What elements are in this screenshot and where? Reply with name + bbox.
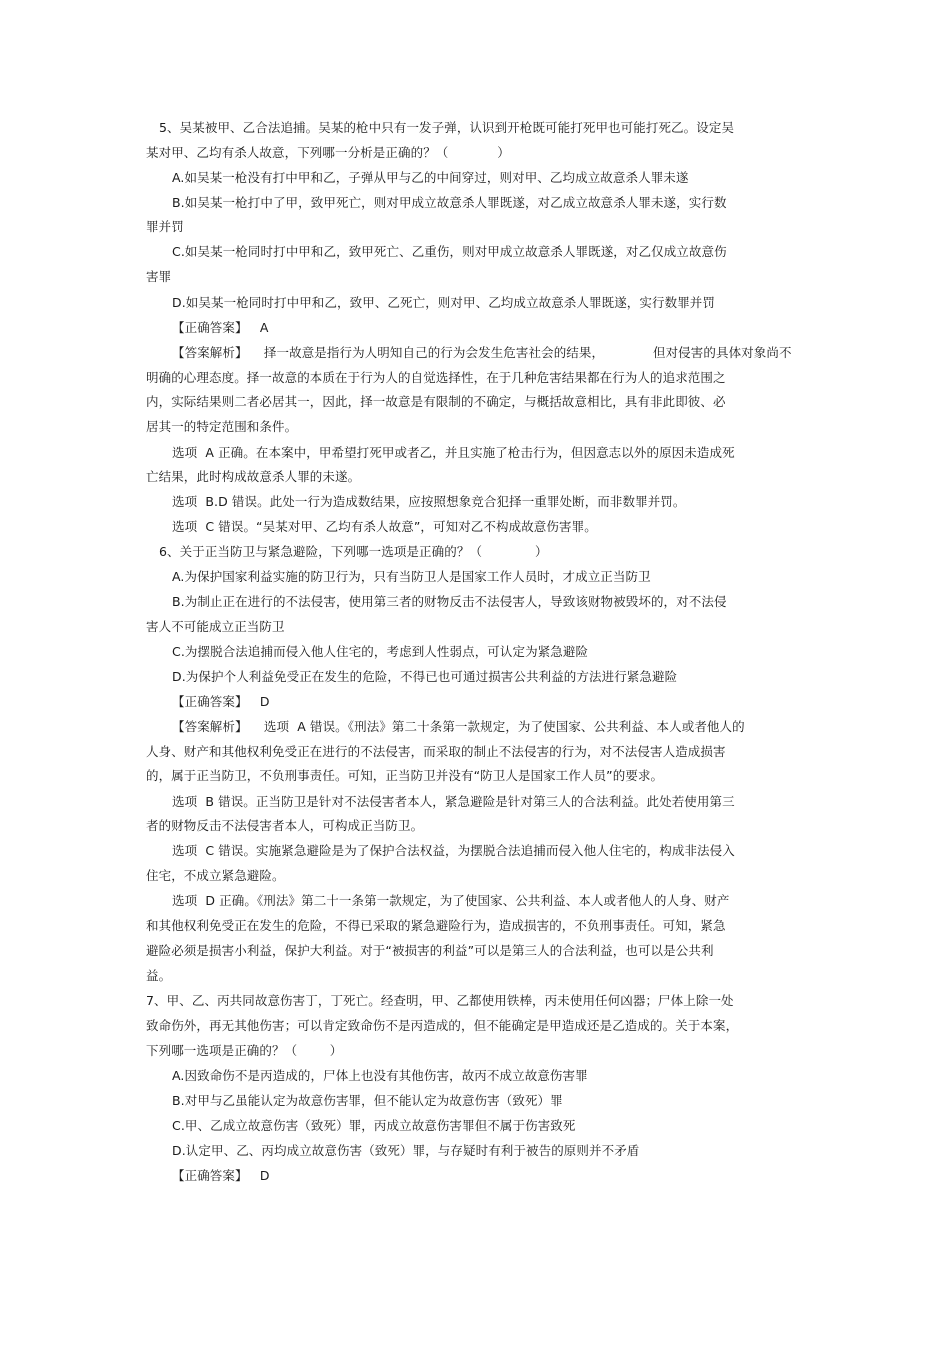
q5-option-c-line-2: 害罪	[146, 269, 172, 284]
q6-explanation-line-2: 人身、财产和其他权利免受正在进行的不法侵害，而采取的制止不法侵害的行为，对不法侵害人造成损害	[146, 744, 726, 759]
q5-option-a: A.如吴某一枪没有打中甲和乙，子弹从甲与乙的中间穿过，则对甲、乙均成立故意杀人罪未遂	[172, 170, 689, 185]
q5-option-b-line-2: 罪并罚	[146, 219, 184, 234]
q6-correct-answer: 【正确答案】 D	[172, 694, 270, 709]
q6-explanation-line-3: 的，属于正当防卫，不负刑事责任。可知，正当防卫并没有“防卫人是国家工作人员”的要求。	[146, 768, 664, 783]
q6-explanation-line-11: 益。	[146, 968, 172, 983]
q7-stem-line-2: 致命伤外，再无其他伤害；可以肯定致命伤不是丙造成的，但不能确定是甲造成还是乙造成的。关于本案，	[146, 1018, 739, 1033]
q6-option-b-line-2: 害人不可能成立正当防卫	[146, 619, 285, 634]
q7-correct-answer: 【正确答案】 D	[172, 1168, 270, 1183]
q7-option-c: C.甲、乙成立故意伤害（致死）罪，丙成立故意伤害罪但不属于伤害致死	[172, 1118, 576, 1133]
q5-explanation-line-2: 明确的心理态度。择一故意的本质在于行为人的自觉选择性，在于几种危害结果都在行为人的追求范围之	[146, 370, 726, 385]
q6-option-b-line-1: B.为制止正在进行的不法侵害，使用第三者的财物反击不法侵害人，导致该财物被毁坏的，对不法侵	[172, 594, 727, 609]
q5-option-c-line-1: C.如吴某一枪同时打中甲和乙，致甲死亡、乙重伤，则对甲成立故意杀人罪既遂，对乙仅成立故意伤	[172, 244, 727, 259]
q5-explanation-line-4: 居其一的特定范围和条件。	[146, 419, 298, 434]
q6-option-c: C.为摆脱合法追捕而侵入他人住宅的，考虑到人性弱点，可认定为紧急避险	[172, 644, 589, 659]
q6-stem: 6、关于正当防卫与紧急避险，下列哪一选项是正确的？（ ）	[159, 544, 548, 559]
q5-explanation-line-6: 亡结果，此时构成故意杀人罪的未遂。	[146, 469, 361, 484]
q5-explanation-line-3: 内，实际结果则二者必居其一，因此，择一故意是有限制的不确定，与概括故意相比，具有非此即彼、必	[146, 394, 726, 409]
q5-explanation-line-7: 选项 B.D 错误。此处一行为造成数结果，应按照想象竞合犯择一重罪处断，而非数罪并罚。	[172, 494, 686, 509]
q7-stem-line-1: 7、甲、乙、丙共同故意伤害丁，丁死亡。经查明，甲、乙都使用铁棒，丙未使用任何凶器；尸体上除一处	[146, 993, 734, 1008]
q6-option-a: A.为保护国家利益实施的防卫行为，只有当防卫人是国家工作人员时，才成立正当防卫	[172, 569, 651, 584]
q6-explanation-line-4: 选项 B 错误。正当防卫是针对不法侵害者本人，紧急避险是针对第三人的合法利益。此处若使用第三	[172, 794, 735, 809]
q5-explanation-line-1: 【答案解析】 择一故意是指行为人明知自己的行为会发生危害社会的结果， 但对侵害的具体对象尚不	[172, 345, 792, 360]
q6-explanation-line-6: 选项 C 错误。实施紧急避险是为了保护合法权益，为摆脱合法追捕而侵入他人住宅的，构成非法侵入	[172, 843, 735, 858]
q6-option-d: D.为保护个人利益免受正在发生的危险，不得已也可通过损害公共利益的方法进行紧急避险	[172, 669, 678, 684]
q5-stem-line-2: 某对甲、乙均有杀人故意，下列哪一分析是正确的？（ ）	[146, 145, 510, 160]
q6-explanation-line-9: 和其他权利免受正在发生的危险，不得已采取的紧急避险行为，造成损害的，不负刑事责任。可知，紧急	[146, 918, 726, 933]
q6-explanation-line-5: 者的财物反击不法侵害者本人，可构成正当防卫。	[146, 818, 424, 833]
q7-stem-line-3: 下列哪一选项是正确的？（ ）	[146, 1043, 343, 1058]
q7-option-d: D.认定甲、乙、丙均成立故意伤害（致死）罪，与存疑时有利于被告的原则并不矛盾	[172, 1143, 640, 1158]
q5-explanation-line-5: 选项 A 正确。在本案中，甲希望打死甲或者乙，并且实施了枪击行为，但因意志以外的原因未造成死	[172, 445, 735, 460]
q6-explanation-line-8: 选项 D 正确。《刑法》第二十一条第一款规定，为了使国家、公共利益、本人或者他人的人身、财产	[172, 893, 730, 908]
q7-option-b: B.对甲与乙虽能认定为故意伤害罪，但不能认定为故意伤害（致死）罪	[172, 1093, 563, 1108]
q5-explanation-line-8: 选项 C 错误。“吴某对甲、乙均有杀人故意”，可知对乙不构成故意伤害罪。	[172, 519, 597, 534]
q6-explanation-line-7: 住宅，不成立紧急避险。	[146, 868, 285, 883]
q7-option-a: A.因致命伤不是丙造成的，尸体上也没有其他伤害，故丙不成立故意伤害罪	[172, 1068, 588, 1083]
q5-option-b-line-1: B.如吴某一枪打中了甲，致甲死亡，则对甲成立故意杀人罪既遂，对乙成立故意杀人罪未遂，实行数	[172, 195, 727, 210]
q6-explanation-line-10: 避险必须是损害小利益，保护大利益。对于“被损害的利益”可以是第三人的合法利益，也可以是公共利	[146, 943, 714, 958]
q5-option-d: D.如吴某一枪同时打中甲和乙，致甲、乙死亡，则对甲、乙均成立故意杀人罪既遂，实行数罪并罚	[172, 295, 716, 310]
q5-stem-line-1: 5、吴某被甲、乙合法追捕。吴某的枪中只有一发子弹，认识到开枪既可能打死甲也可能打死乙。设定吴	[159, 120, 735, 135]
q5-correct-answer: 【正确答案】 A	[172, 320, 269, 335]
q6-explanation-line-1: 【答案解析】 选项 A 错误。《刑法》第二十条第一款规定，为了使国家、公共利益、本人或者他人的	[172, 719, 745, 734]
